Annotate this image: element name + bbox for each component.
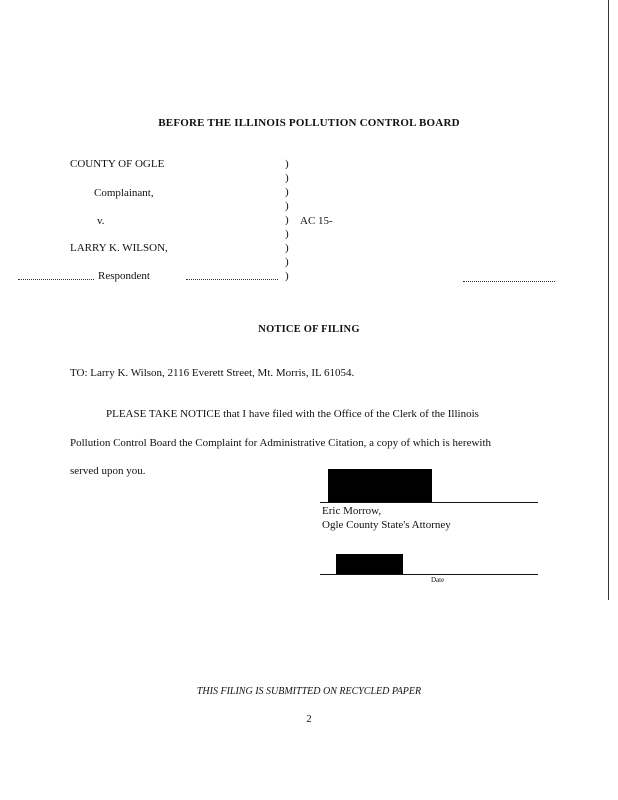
to-line: TO: Larry K. Wilson, 2116 Everett Street, Mt. Morris, IL 61054. bbox=[70, 367, 355, 379]
redacted-signature bbox=[328, 469, 432, 502]
recycled-paper-note: THIS FILING IS SUBMITTED ON RECYCLED PAPER bbox=[196, 686, 422, 697]
document-heading: BEFORE THE ILLINOIS POLLUTION CONTROL BOARD bbox=[158, 117, 460, 129]
case-number: AC 15- bbox=[300, 215, 333, 227]
caption-paren: ) bbox=[285, 256, 289, 268]
body-line-2: Pollution Control Board the Complaint for Administrative Citation, a copy of which is herewith bbox=[70, 437, 492, 449]
respondent-name: LARRY K. WILSON, bbox=[70, 242, 168, 254]
page-edge-line bbox=[608, 0, 609, 600]
signer-title: Ogle County State's Attorney bbox=[322, 519, 451, 531]
body-line-1: PLEASE TAKE NOTICE that I have filed with the Office of the Clerk of the Illinois bbox=[106, 408, 479, 420]
complainant-name: COUNTY OF OGLE bbox=[70, 158, 165, 170]
caption-paren: ) bbox=[285, 158, 289, 170]
respondent-role: Respondent bbox=[98, 270, 150, 282]
caption-paren: ) bbox=[285, 242, 289, 254]
complainant-role: Complainant, bbox=[94, 187, 154, 199]
versus-label: v. bbox=[97, 215, 105, 227]
caption-paren: ) bbox=[285, 270, 289, 282]
body-line-3: served upon you. bbox=[70, 465, 146, 477]
date-line bbox=[320, 574, 538, 575]
caption-paren: ) bbox=[285, 172, 289, 184]
signature-line bbox=[320, 502, 538, 503]
caption-paren: ) bbox=[285, 228, 289, 240]
caption-dotted-rule-middle bbox=[186, 279, 278, 280]
date-label: Date bbox=[431, 576, 445, 584]
signer-name: Eric Morrow, bbox=[322, 505, 382, 517]
caption-paren: ) bbox=[285, 214, 289, 226]
redacted-date bbox=[336, 554, 403, 574]
caption-dotted-rule-left bbox=[18, 279, 94, 280]
notice-title: NOTICE OF FILING bbox=[258, 324, 360, 335]
caption-paren: ) bbox=[285, 186, 289, 198]
page-number: 2 bbox=[306, 713, 312, 725]
caption-dotted-rule-right bbox=[463, 281, 555, 282]
caption-paren: ) bbox=[285, 200, 289, 212]
